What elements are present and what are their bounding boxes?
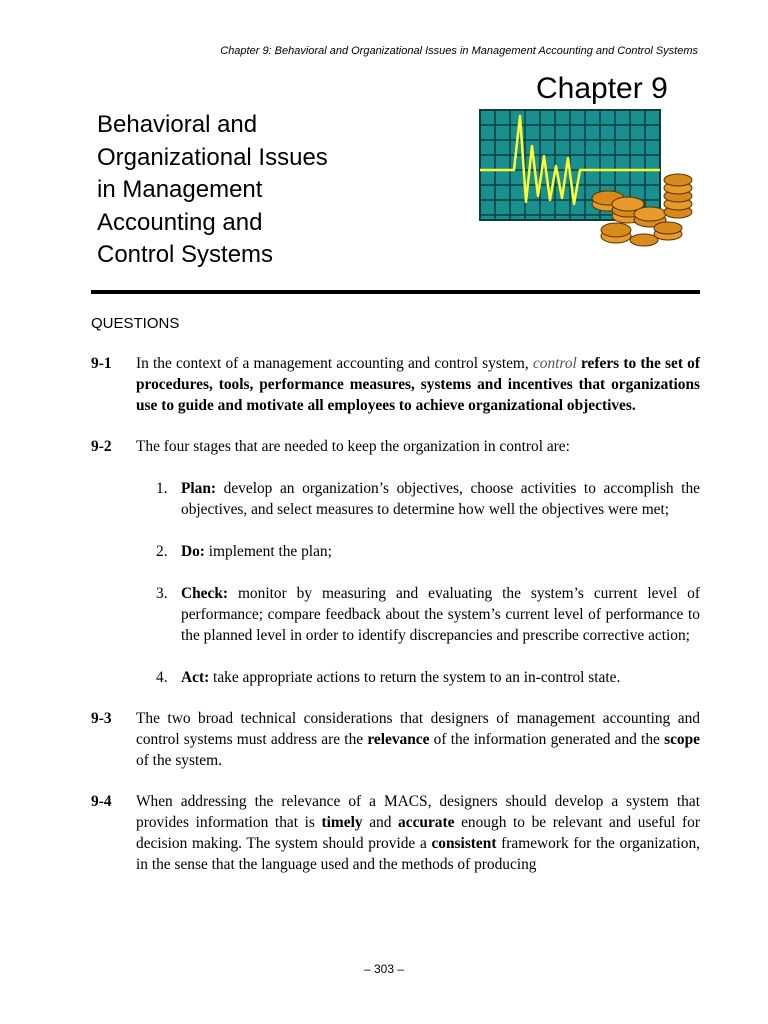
question-9-4 [91, 791, 700, 875]
chapter-title [97, 109, 397, 272]
section-divider [91, 290, 700, 294]
question-number: 9-4 [91, 793, 112, 810]
text-run: refers to the set of procedures, tools, performance measures, systems and incentives that organizations use to guide and motivate all employees to achieve organizational objectives. [136, 355, 700, 414]
item-text [181, 583, 700, 646]
text-run: In the context of a management accounting and control system, [136, 355, 533, 372]
text-run: develop an organization’s objectives, choose activities to accomplish the objectives, and select measures to determine how well the objectives were met; [181, 480, 700, 518]
chapter-title-line: Behavioral and [97, 111, 258, 138]
ekg-monitor-with-coins-icon [478, 108, 700, 248]
chapter-label: Chapter 9 [536, 72, 668, 105]
list-item [136, 541, 700, 562]
item-text [181, 541, 700, 562]
item-label: Plan: [181, 480, 217, 497]
text-run: enough to be relevant and useful for decision making. The system should provide a [136, 814, 700, 852]
question-9-2 [91, 436, 700, 688]
section-heading: QUESTIONS [91, 315, 180, 332]
text-run: framework for the organization, in the sense that the language used and the methods of producing [136, 835, 700, 873]
item-number: 4. [156, 669, 168, 686]
question-number: 9-2 [91, 438, 112, 455]
item-number: 1. [156, 480, 168, 497]
chapter-title-line: Accounting and [97, 208, 263, 236]
text-run: take appropriate actions to return the system to an in-control state. [209, 669, 621, 686]
chapter-title-line: Control Systems [97, 241, 274, 268]
term-control: control [532, 355, 577, 372]
stages-list [136, 478, 700, 688]
item-text [181, 667, 700, 688]
text-run: When addressing the relevance of a MACS, designers should develop a system that provides information that is [136, 793, 700, 831]
text-run: of the system. [136, 752, 222, 769]
question-text [136, 436, 700, 688]
list-item [136, 478, 700, 520]
emphasis-term: timely [321, 814, 363, 831]
emphasis-term: accurate [398, 814, 455, 831]
question-number: 9-3 [91, 710, 112, 727]
text-run: implement the plan; [204, 543, 332, 560]
item-label: Check: [181, 585, 229, 602]
questions-list [91, 353, 700, 895]
text-run: of the information generated and the [429, 731, 665, 748]
question-intro: The four stages that are needed to keep the organization in control are: [136, 438, 570, 455]
question-text [136, 708, 700, 771]
text-run: monitor by measuring and evaluating the system’s current level of performance; compare feedback about the system’s current level of performance to the planned level in order to identify discrepancies and prescribe corrective action; [181, 585, 700, 644]
page-number: – 303 – [363, 962, 405, 976]
item-label: Act: [181, 669, 210, 686]
question-text [136, 791, 700, 875]
item-number: 2. [156, 543, 168, 560]
question-number: 9-1 [91, 355, 112, 372]
emphasis-term: relevance [367, 731, 430, 748]
emphasis-term: scope [664, 731, 700, 748]
question-text [136, 353, 700, 416]
chapter-title-line: Organizational Issues [97, 143, 328, 171]
item-text [181, 478, 700, 520]
chapter-title-line: in Management [97, 176, 263, 203]
text-run: The two broad technical considerations that designers of management accounting and control systems must address are the [136, 710, 700, 748]
list-item [136, 667, 700, 688]
item-number: 3. [156, 585, 168, 602]
item-label: Do: [181, 543, 205, 560]
question-9-3 [91, 708, 700, 771]
question-9-1 [91, 353, 700, 416]
emphasis-term: consistent [431, 835, 497, 852]
text-run: and [362, 814, 399, 831]
running-header: Chapter 9: Behavioral and Organizational Issues in Management Accounting and Control Systems [220, 45, 698, 57]
list-item [136, 583, 700, 646]
